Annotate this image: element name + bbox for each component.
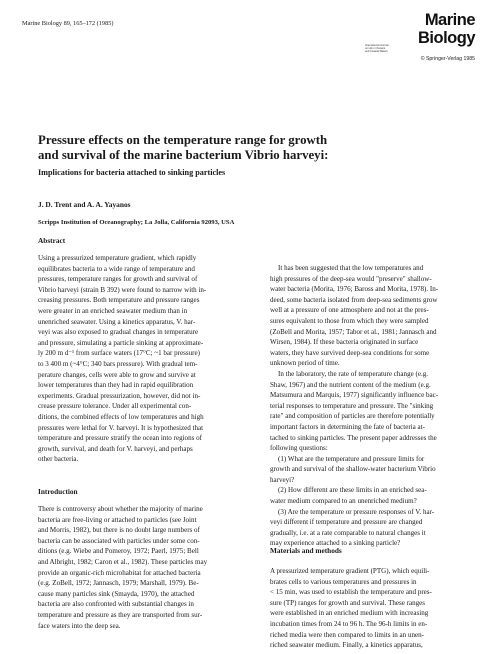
text-line: harveyi? bbox=[270, 475, 295, 484]
text-line: veyi was also exposed to gradual changes in temperature bbox=[38, 328, 199, 337]
introduction-heading: Introduction bbox=[38, 487, 78, 496]
text-line: < 15 min, was used to establish the temperature and pres- bbox=[270, 588, 432, 597]
text-line: and pressure, simulating a particle sinking at approximate- bbox=[38, 338, 204, 347]
text-line: bacteria are also confronted with substantial changes in bbox=[38, 600, 194, 609]
text-line: It has been suggested that the low temperatures and bbox=[278, 264, 424, 272]
text-line: equilibrates bacteria to a wide range of temperature and bbox=[38, 264, 195, 273]
text-line: temperature and pressure stratify the ocean into regions of bbox=[38, 434, 202, 443]
text-line: gradually, i.e. at a rate comparable to natural changes it bbox=[270, 528, 426, 537]
masthead-word-marine: Marine bbox=[424, 11, 475, 29]
text-line: cause many particles sink (Smayda, 1970), the attached bbox=[38, 589, 195, 598]
text-line: Wirsen, 1984). If these bacteria originated in surface bbox=[270, 338, 419, 347]
text-line: tached to sinking particles. The present paper addresses the bbox=[270, 433, 437, 442]
text-line: and Albright, 1982; Caron et al., 1982). These particles may bbox=[38, 557, 208, 566]
text-line: were greater in an enriched seawater medium than in bbox=[38, 306, 188, 315]
text-line: temperature and pressure as they are transported from sur- bbox=[38, 610, 203, 619]
text-line: veyi different if temperature and pressure are changed bbox=[270, 518, 423, 527]
title-line: Pressure effects on the temperature range for growth bbox=[38, 133, 328, 147]
text-line: to 3 400 m (~4°C; 340 bars pressure). With gradual tem- bbox=[38, 359, 198, 368]
text-line: creasing pressures. Both temperature and pressure ranges bbox=[38, 296, 200, 305]
text-line: In the laboratory, the rate of temperature change (e.g. bbox=[278, 369, 428, 378]
authors: J. D. Trent and A. A. Yayanos bbox=[38, 200, 131, 209]
text-line: riched media were then compared to limits in an unen- bbox=[270, 630, 424, 639]
journal-citation: Marine Biology 89, 165–172 (1985) bbox=[22, 20, 114, 27]
text-line: brates cells to various temperatures and pressures in bbox=[270, 577, 417, 586]
text-line: ditions, the combined effects of low temperatures and high bbox=[38, 412, 204, 421]
text-line: and Morris, 1982), but there is no doubt large numbers of bbox=[38, 526, 200, 535]
text-line: other bacteria. bbox=[38, 455, 79, 464]
text-line: Matsumura and Marquis, 1977) significantly influence bac- bbox=[270, 391, 439, 400]
methods-body bbox=[270, 566, 480, 651]
text-line: ditions (e.g. Wiebe and Pomeroy, 1972; Paerl, 1975; Bell bbox=[38, 547, 199, 556]
introduction-section bbox=[38, 487, 248, 498]
text-line: water medium compared to an unenriched medium? bbox=[270, 497, 417, 506]
text-line: (3) Are the temperature or pressure responses of V. har- bbox=[278, 507, 435, 516]
abstract-body bbox=[38, 253, 248, 465]
text-line: (1) What are the temperature and pressure limits for bbox=[278, 454, 425, 463]
article-subtitle: Implications for bacteria attached to sinking particles bbox=[38, 168, 226, 177]
text-line: ly 200 m d⁻¹ from surface waters (17°C; ~1 bar pressure) bbox=[38, 349, 200, 358]
text-line: experiments. Gradual pressurization, however, did not in- bbox=[38, 391, 201, 400]
article-title bbox=[38, 133, 468, 163]
text-line: There is controversy about whether the majority of marine bbox=[38, 505, 203, 513]
text-line: growth, survival, and death for V. harveyi, and perhaps bbox=[38, 444, 193, 453]
right-column-body bbox=[270, 263, 480, 549]
text-line: may experience attached to a sinking particle? bbox=[270, 539, 401, 548]
text-line: deed, some bacteria isolated from deep-sea sediments grow bbox=[270, 295, 438, 304]
text-line: lower temperatures than they had in rapid equilibration bbox=[38, 381, 194, 390]
text-line: waters, they have survived deep-sea conditions for some bbox=[270, 348, 430, 357]
text-line: riched seawater medium. Finally, a kinetics apparatus, bbox=[270, 641, 423, 650]
text-line: following questions: bbox=[270, 444, 328, 453]
text-line: terial responses to temperature and pressure. The "sinking bbox=[270, 401, 434, 410]
journal-masthead bbox=[365, 10, 475, 70]
text-line: pressures were lethal for V. harveyi. It is hypothesized that bbox=[38, 423, 204, 432]
text-line: A pressurized temperature gradient (PTG), which equili- bbox=[270, 567, 430, 575]
text-line: Shaw, 1967) and the nutrient content of the medium (e.g. bbox=[270, 380, 431, 389]
text-line: Using a pressurized temperature gradient, which rapidly bbox=[38, 254, 197, 262]
abstract-section bbox=[38, 236, 248, 247]
abstract-heading: Abstract bbox=[38, 236, 66, 245]
text-line: provide an organic-rich microhabitat for attached bacteria bbox=[38, 568, 201, 577]
text-line: growth and survival of the shallow-water bacterium Vibrio bbox=[270, 465, 436, 474]
text-line: incubation times from 24 to 96 h. The 96-h limits in en- bbox=[270, 619, 428, 628]
text-line: unenriched seawater. Using a kinetics apparatus, V. har- bbox=[38, 317, 196, 326]
masthead-fine-print bbox=[365, 44, 399, 53]
text-line: (e.g. ZoBell, 1972; Jannasch, 1979; Marshall, 1979). Be- bbox=[38, 579, 199, 588]
masthead-fine-line: International Journal bbox=[365, 44, 389, 47]
text-line: (2) How different are these limits in an enriched sea- bbox=[278, 486, 427, 495]
masthead-fine-line: on Life in Oceans bbox=[365, 47, 386, 50]
masthead-fine-line: and Coastal Waters bbox=[365, 50, 388, 53]
masthead-word-biology: Biology bbox=[418, 29, 475, 47]
text-line: unknown period of time. bbox=[270, 359, 340, 368]
text-line: face waters into the deep sea. bbox=[38, 621, 121, 630]
text-line: bacteria are free-living or attached to particles (see Joint bbox=[38, 515, 197, 524]
text-line: rate" and composition of particles are therefore potentially bbox=[270, 412, 435, 421]
text-line: high pressures of the deep-sea would "preserve" shallow- bbox=[270, 274, 432, 283]
text-line: important factors in determining the fate of bacteria at- bbox=[270, 422, 425, 431]
affiliation: Scripps Institution of Oceanography; La Jolla, California 92093, USA bbox=[38, 219, 235, 226]
text-line: bacteria can be associated with particles under some con- bbox=[38, 536, 200, 545]
introduction-body bbox=[38, 504, 248, 631]
text-line: (ZoBell and Morita, 1957; Tabor et al., 1981; Jannasch and bbox=[270, 327, 437, 336]
text-line: Vibrio harveyi (strain B 392) were found to narrow with in- bbox=[38, 285, 207, 294]
text-line: crease pressure tolerance. Under all experimental con- bbox=[38, 402, 192, 411]
text-line: were established in an enriched medium with increasing bbox=[270, 609, 429, 618]
text-line: water bacteria (Morita, 1976; Baross and Morita, 1978). In- bbox=[270, 285, 439, 294]
methods-section bbox=[270, 546, 480, 557]
masthead-copyright: © Springer-Verlag 1985 bbox=[420, 56, 475, 62]
text-line: pressures, temperature ranges for growth and survival of bbox=[38, 275, 198, 284]
text-line: sure (TP) ranges for growth and survival. These ranges bbox=[270, 598, 426, 607]
methods-heading: Materials and methods bbox=[270, 546, 342, 555]
text-line: well at a pressure of one atmosphere and not at the pres- bbox=[270, 306, 429, 315]
title-line: and survival of the marine bacterium Vibrio harveyi: bbox=[38, 148, 329, 162]
text-line: perature changes, cells were able to grow and survive at bbox=[38, 370, 196, 379]
text-line: sures equivalent to those from which they were sampled bbox=[270, 316, 429, 325]
